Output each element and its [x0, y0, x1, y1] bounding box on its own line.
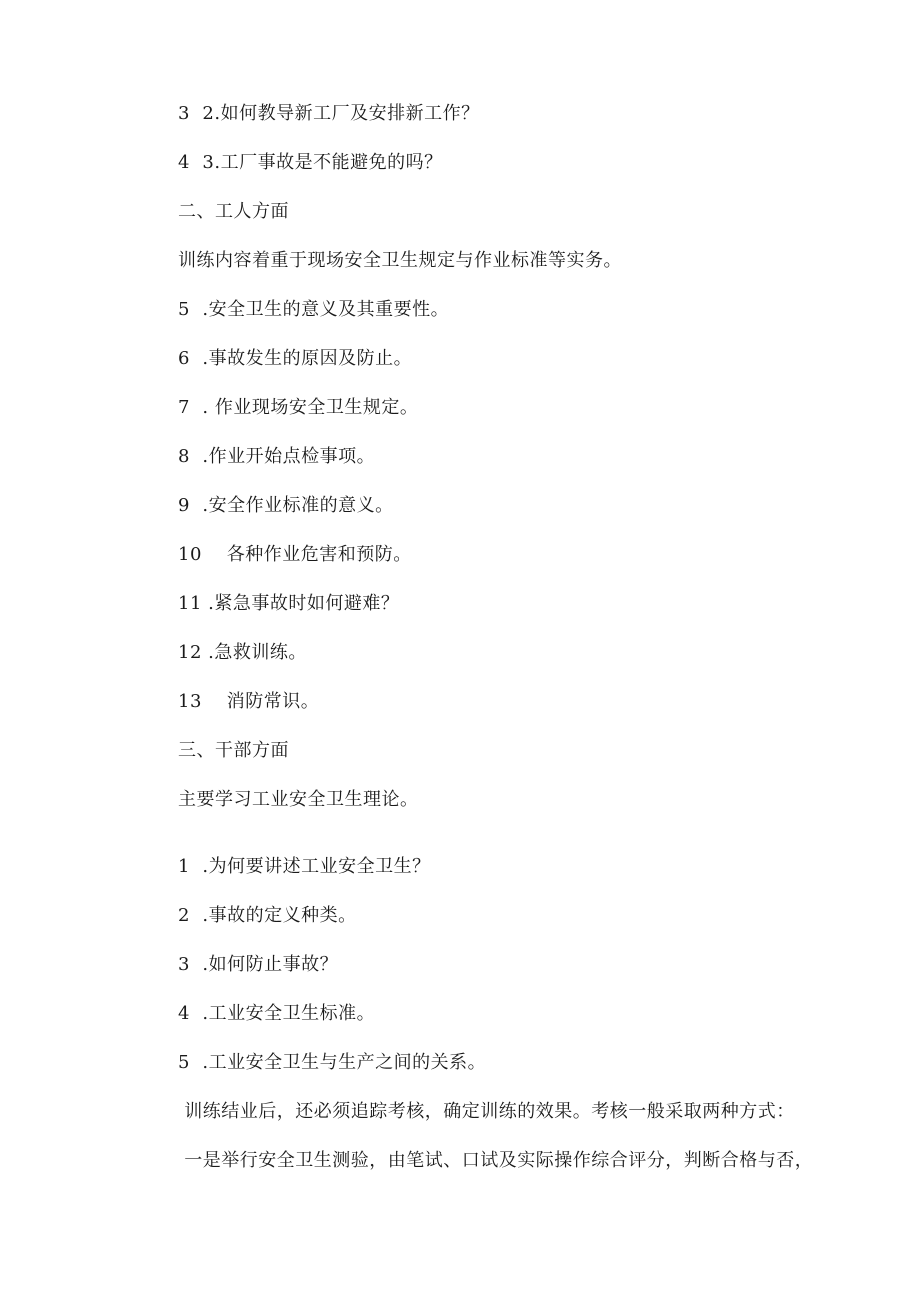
list-item-question: 4 3.工厂事故是不能避免的吗？ — [178, 152, 443, 173]
list-item: 1 .为何要讲述工业安全卫生？ — [178, 856, 431, 877]
paragraph: 训练内容着重于现场安全卫生规定与作业标准等实务。 — [178, 250, 622, 271]
list-item: 13 消防常识。 — [178, 691, 320, 712]
list-item: 8 .作业开始点检事项。 — [178, 446, 376, 467]
list-item: 3 .如何防止事故？ — [178, 954, 339, 975]
list-item: 5 .安全卫生的意义及其重要性。 — [178, 299, 450, 320]
paragraph: 一是举行安全卫生测验，由笔试、口试及实际操作综合评分，判断合格与否， — [178, 1150, 814, 1171]
list-item: 12 .急救训练。 — [178, 642, 307, 663]
list-item: 2 .事故的定义种类。 — [178, 905, 357, 926]
list-item: 10 各种作业危害和预防。 — [178, 544, 412, 565]
list-item: 6 .事故发生的原因及防止。 — [178, 348, 413, 369]
section-heading: 三、干部方面 — [178, 740, 289, 761]
list-item: 9 .安全作业标准的意义。 — [178, 495, 394, 516]
list-item: 5 .工业安全卫生与生产之间的关系。 — [178, 1052, 487, 1073]
paragraph: 主要学习工业安全卫生理论。 — [178, 789, 419, 810]
section-heading: 二、工人方面 — [178, 201, 289, 222]
list-item: 11 .紧急事故时如何避难？ — [178, 593, 400, 614]
list-item-question: 3 2.如何教导新工厂及安排新工作？ — [178, 103, 480, 124]
list-item: 7 . 作业现场安全卫生规定。 — [178, 397, 419, 418]
paragraph: 训练结业后，还必须追踪考核，确定训练的效果。考核一般采取两种方式： — [178, 1101, 795, 1122]
list-item: 4 .工业安全卫生标准。 — [178, 1003, 376, 1024]
